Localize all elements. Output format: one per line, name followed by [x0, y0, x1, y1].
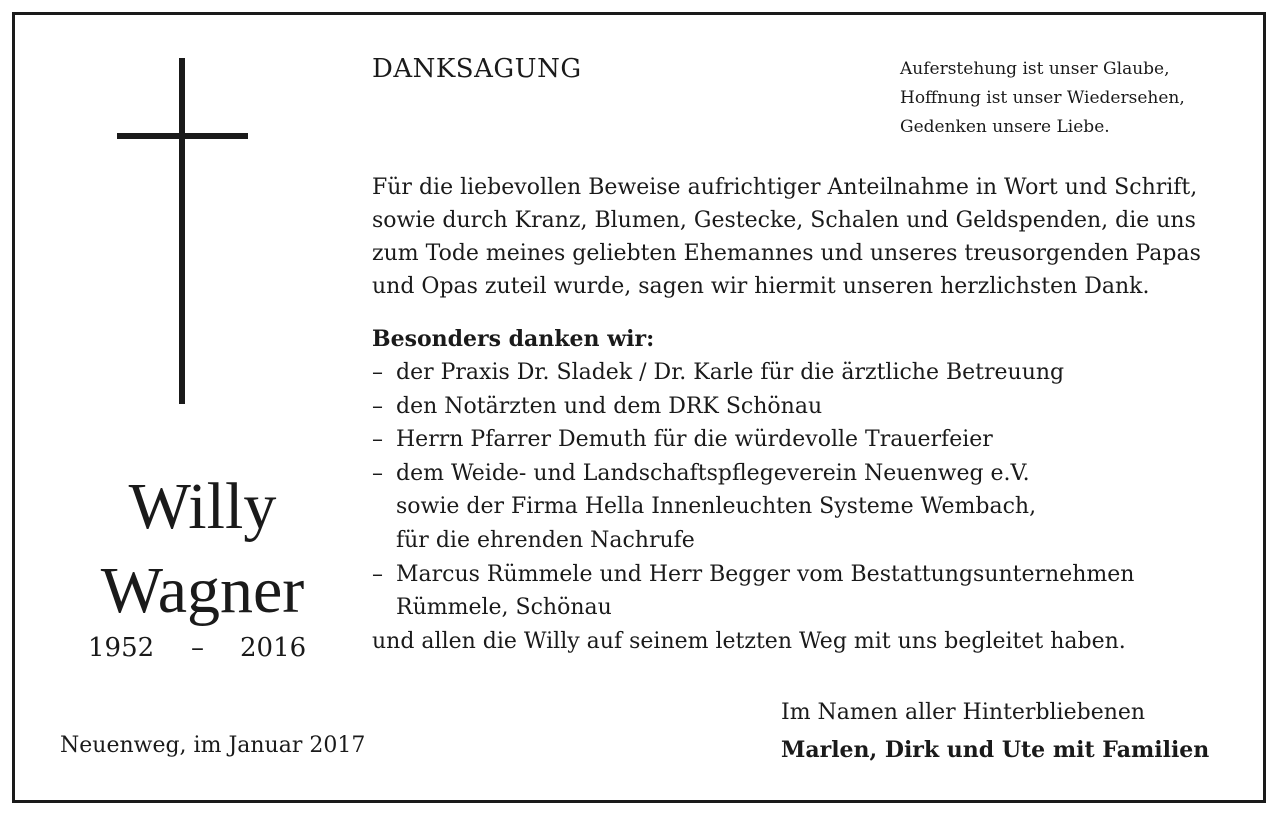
motto-verse: [900, 55, 1185, 142]
list-dash: –: [372, 460, 383, 486]
list-item-continuation: sowie der Firma Hella Innenleuchten Systeme Wembach,: [396, 494, 1037, 520]
list-dash: –: [372, 360, 383, 385]
signature-intro: Im Namen aller Hinterbliebenen: [781, 700, 1146, 725]
list-item-text: dem Weide- und Landschaftspflegeverein Neuenweg e.V.: [396, 460, 1030, 486]
deceased-last-name: Wagner: [100, 554, 305, 627]
list-item-text: der Praxis Dr. Sladek / Dr. Karle für die ärztliche Betreuung: [396, 360, 1065, 385]
list-item-text: Marcus Rümmele und Herr Begger vom Bestattungsunternehmen: [396, 561, 1135, 587]
paragraph-line: und Opas zuteil wurde, sagen wir hiermit unseren herzlichsten Dank.: [372, 274, 1150, 299]
closing-line: und allen die Willy auf seinem letzten Weg mit uns begleitet haben.: [372, 629, 1126, 654]
list-item: [372, 423, 1134, 457]
motto-line: Auferstehung ist unser Glaube,: [900, 59, 1170, 79]
special-thanks-heading: Besonders danken wir:: [372, 326, 655, 352]
paragraph-line: sowie durch Kranz, Blumen, Gestecke, Schalen und Geldspenden, die uns: [372, 208, 1196, 233]
motto-line: Gedenken unsere Liebe.: [900, 117, 1110, 137]
thanks-paragraph: [372, 171, 1242, 303]
signature-names: Marlen, Dirk und Ute mit Familien: [781, 737, 1210, 763]
list-item-text: Herrn Pfarrer Demuth für die würdevolle Trauerfeier: [396, 427, 993, 453]
special-thanks-list: [372, 356, 1134, 625]
list-item: [372, 356, 1134, 390]
death-year: 2016: [240, 633, 307, 663]
list-dash: –: [372, 561, 383, 587]
list-dash: –: [372, 393, 383, 419]
list-item-text: den Notärzten und dem DRK Schönau: [396, 393, 823, 419]
deceased-first-name: Willy: [128, 470, 277, 543]
list-item-continuation: Rümmele, Schönau: [396, 595, 612, 621]
birth-year: 1952: [88, 633, 155, 663]
life-years: [88, 630, 308, 666]
place-and-date: Neuenweg, im Januar 2017: [60, 733, 366, 758]
paragraph-line: zum Tode meines geliebten Ehemannes und unseres treusorgenden Papas: [372, 241, 1201, 266]
motto-line: Hoffnung ist unser Wiedersehen,: [900, 88, 1185, 108]
year-separator: –: [191, 633, 204, 663]
list-item: [372, 457, 1134, 491]
cross-horizontal-bar: [117, 133, 248, 139]
notice-heading: DANKSAGUNG: [372, 54, 582, 84]
cross-vertical-bar: [179, 58, 185, 404]
paragraph-line: Für die liebevollen Beweise aufrichtiger Anteilnahme in Wort und Schrift,: [372, 175, 1198, 200]
list-item: [372, 558, 1134, 592]
list-dash: –: [372, 427, 383, 453]
list-item-continuation: für die ehrenden Nachrufe: [396, 527, 695, 553]
list-item: [372, 390, 1134, 424]
